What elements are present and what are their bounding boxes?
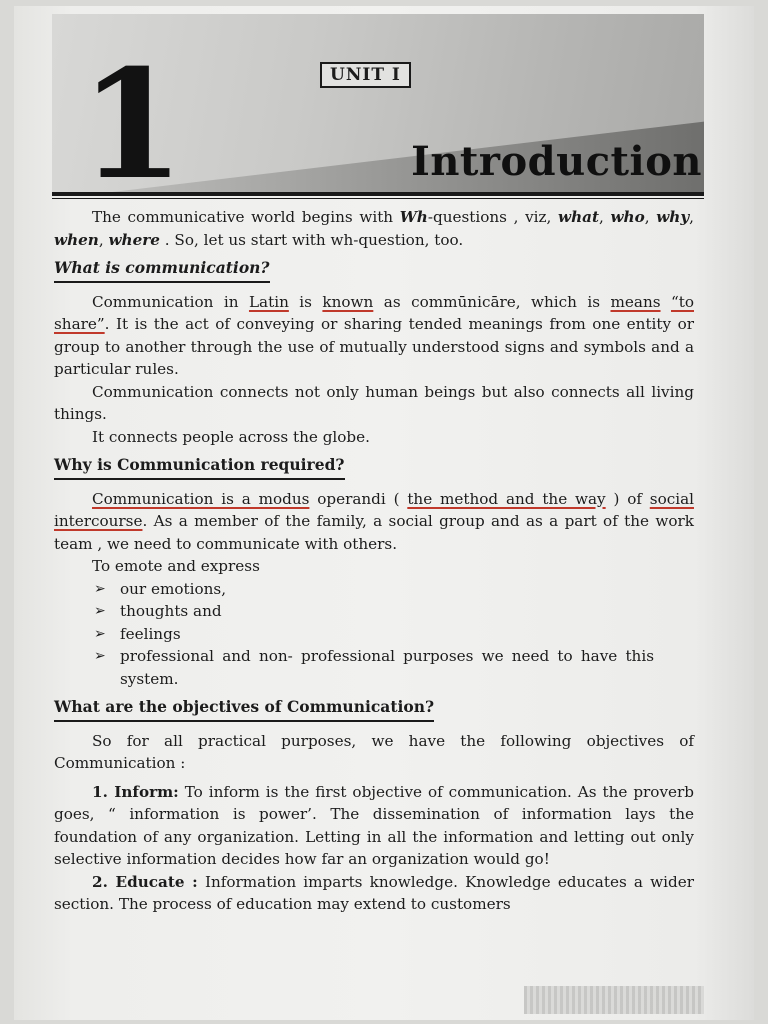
- list-item: [54, 645, 694, 690]
- paragraph-definition: [54, 291, 694, 381]
- paragraph-modus: [54, 488, 694, 556]
- list-item: [54, 600, 694, 623]
- comma: ,: [98, 230, 109, 249]
- underlined-to-share: “to share”: [54, 292, 694, 333]
- section-heading-why: Why is Communication required?: [54, 454, 345, 480]
- arrow-bullet-icon: ➢: [94, 580, 106, 597]
- paragraph-inform: [54, 781, 694, 871]
- arrow-bullet-icon: ➢: [94, 603, 106, 619]
- chapter-body: [54, 206, 694, 916]
- express-list: [54, 578, 694, 691]
- underlined-method: the method and the way: [407, 489, 606, 508]
- print-smudge: [524, 986, 704, 1014]
- arrow-bullet-icon: ➢: [94, 648, 106, 664]
- text-span: [661, 293, 671, 311]
- list-item-text: our emotions,: [120, 579, 227, 598]
- objective-label-educate: 2. Educate :: [92, 872, 198, 891]
- text-span: Communication in: [92, 292, 249, 311]
- wh-term: Wh: [399, 208, 428, 226]
- paragraph-globe: It connects people across the globe.: [92, 427, 370, 446]
- section-heading-objectives: What are the objectives of Communication?: [54, 696, 434, 722]
- chapter-number: 1: [80, 37, 185, 213]
- wh-word-when: when: [54, 230, 99, 249]
- objective-text-educate: Information imparts knowledge. Knowledge educates a wider section. The process of education may extend to customers: [54, 872, 695, 913]
- list-item: [54, 578, 694, 601]
- comma: ,: [599, 208, 611, 226]
- intro-paragraph: [54, 206, 694, 251]
- unit-label: UNIT I: [320, 62, 411, 88]
- text-span: as commūnicāre, which is: [373, 292, 611, 311]
- list-item: [54, 623, 694, 646]
- text-span: operandi (: [309, 489, 408, 508]
- wh-word-what: what: [558, 208, 599, 226]
- underlined-known: known: [322, 292, 374, 311]
- text-span: . It is the act of conveying or sharing tended meanings from one entity or group to another through the use of mutually understood signs and symbols and a particular rules.: [54, 315, 694, 378]
- text-span: . As a member of the family, a social group and as a part of the work team , we need to communicate with others.: [54, 512, 694, 553]
- wh-word-where: where: [108, 230, 160, 249]
- intro-text: The communicative world begins with: [92, 208, 400, 226]
- wh-word-who: who: [610, 208, 645, 226]
- intro-text: . So, let us start with wh-question, too.: [159, 230, 464, 249]
- list-lead-in: To emote and express: [92, 557, 260, 575]
- list-item-text: professional and non- professional purposes we need to have this system.: [120, 647, 654, 688]
- comma: ,: [689, 208, 694, 226]
- objective-text-inform: To inform is the first objective of communication. As the proverb goes, “ information is power’. The dissemination of information lays the foundation of any organization. Letting in all the information and letting out only selective information decides how far an organization would go!: [54, 782, 694, 868]
- text-span: ) of: [605, 489, 650, 508]
- paragraph-objectives-intro: So for all practical purposes, we have the following objectives of Communication :: [54, 731, 694, 772]
- underlined-latin: Latin: [248, 292, 289, 311]
- comma: ,: [644, 208, 657, 226]
- list-item-text: thoughts and: [120, 602, 222, 620]
- underlined-social-intercourse: social intercourse: [54, 489, 694, 530]
- text-span: is: [288, 292, 323, 311]
- chapter-header: [52, 14, 704, 213]
- book-page: [14, 6, 754, 1020]
- paragraph-connects: Communication connects not only human beings but also connects all living things.: [54, 382, 694, 423]
- list-item-text: feelings: [120, 624, 181, 643]
- chapter-title: Introduction: [411, 138, 702, 185]
- section-heading-what: What is communication?: [54, 257, 270, 283]
- underlined-communication-modus: Communication is a modus: [92, 489, 310, 508]
- paragraph-educate: [54, 871, 694, 916]
- arrow-bullet-icon: ➢: [94, 625, 106, 642]
- underlined-means: means: [610, 292, 661, 311]
- objective-label-inform: 1. Inform:: [92, 782, 179, 801]
- intro-text: -questions , viz,: [427, 208, 559, 226]
- wh-word-why: why: [656, 208, 690, 226]
